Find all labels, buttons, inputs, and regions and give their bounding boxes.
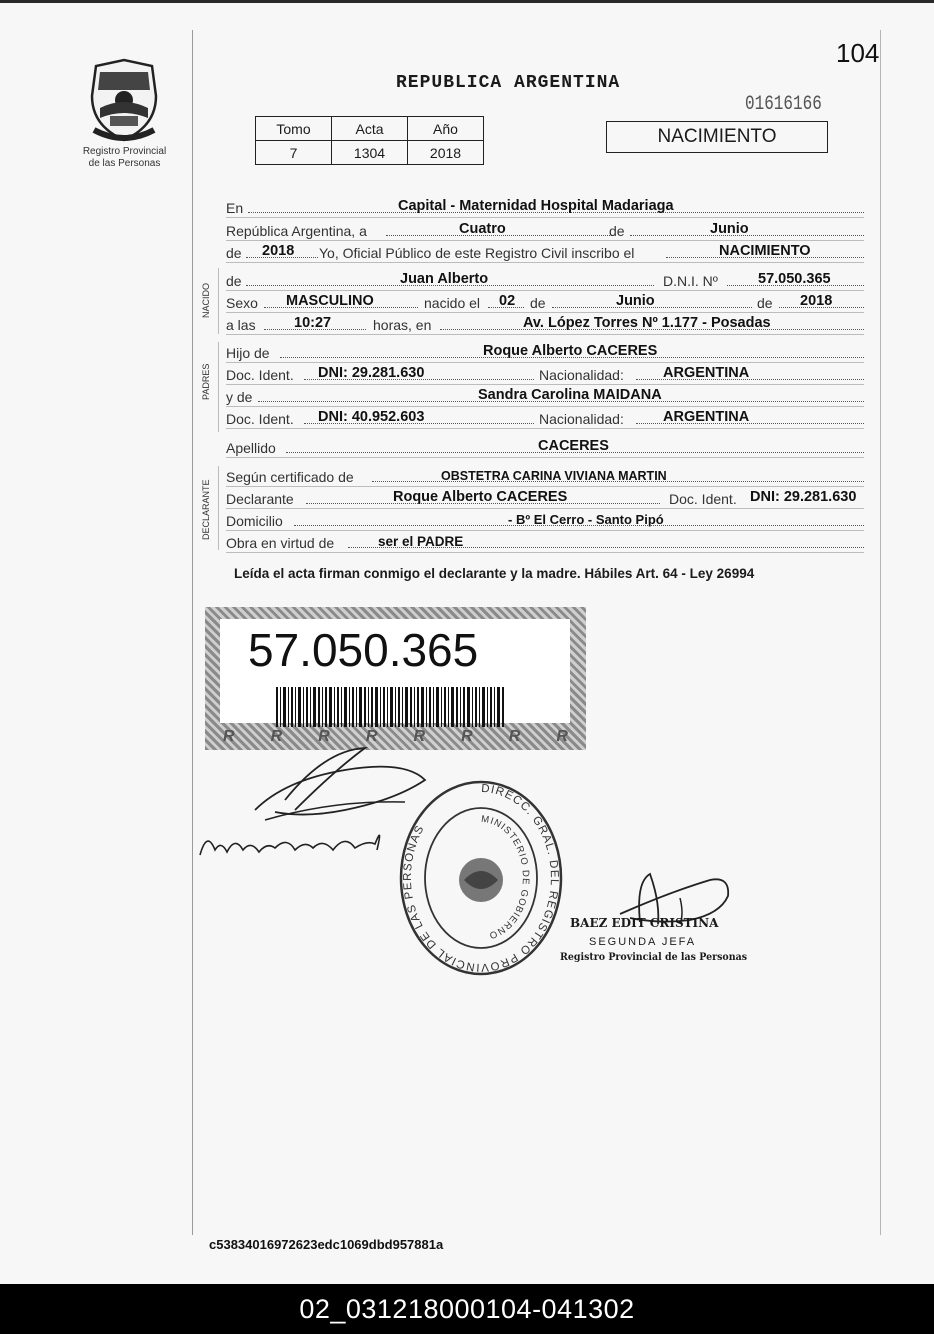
side-label-padres: PADRES bbox=[201, 363, 211, 400]
pattern-letter: R bbox=[413, 728, 426, 745]
row-birth-time-place bbox=[226, 313, 864, 335]
right-margin-line bbox=[880, 30, 881, 1235]
label-de-nombre: de bbox=[226, 273, 242, 289]
surname-value: CACERES bbox=[538, 438, 609, 454]
dni-barcode-label bbox=[205, 607, 586, 750]
left-margin-line bbox=[192, 30, 193, 1235]
label-obra: Obra en virtud de bbox=[226, 535, 335, 551]
value-acta: 1304 bbox=[332, 141, 408, 165]
officer-role: SEGUNDA JEFA bbox=[589, 936, 697, 948]
header-acta: Acta bbox=[332, 117, 408, 141]
label-de-mes: de bbox=[609, 223, 625, 239]
label-dni: D.N.I. Nº bbox=[663, 273, 718, 289]
place-value: Capital - Maternidad Hospital Madariaga bbox=[398, 198, 674, 214]
father-name-value: Roque Alberto CACERES bbox=[483, 343, 658, 359]
row-father bbox=[226, 341, 864, 363]
father-nationality-value: ARGENTINA bbox=[663, 365, 750, 381]
label-nacido-el: nacido el bbox=[424, 295, 481, 311]
father-doc-value: DNI: 29.281.630 bbox=[318, 365, 425, 381]
row-declarant bbox=[226, 487, 864, 509]
label-nacionalidad-2: Nacionalidad: bbox=[539, 411, 624, 427]
row-child-name bbox=[226, 269, 864, 291]
side-label-declarante: DECLARANTE bbox=[201, 479, 211, 540]
capacity-value: ser el PADRE bbox=[378, 534, 464, 549]
label-en: En bbox=[226, 200, 244, 216]
day-words-value: Cuatro bbox=[459, 221, 506, 237]
side-label-nacido: NACIDO bbox=[201, 282, 211, 318]
value-tomo: 7 bbox=[256, 141, 332, 165]
officer-registry: Registro Provincial de las Personas bbox=[560, 951, 748, 963]
pattern-letter: R bbox=[556, 728, 568, 745]
row-address bbox=[226, 509, 864, 531]
value-anio: 2018 bbox=[408, 141, 484, 165]
serial-number: 01616166 bbox=[745, 93, 822, 116]
row-father-doc bbox=[226, 363, 864, 385]
row-sex-birthdate bbox=[226, 291, 864, 313]
label-segun: Según certificado de bbox=[226, 469, 354, 485]
header-tomo: Tomo bbox=[256, 117, 332, 141]
sex-value: MASCULINO bbox=[286, 293, 374, 309]
row-certificate bbox=[226, 465, 864, 487]
row-date bbox=[226, 219, 864, 241]
month-value: Junio bbox=[710, 221, 749, 237]
child-name-value: Juan Alberto bbox=[400, 271, 489, 287]
address-value: - Bº El Cerro - Santo Pipó bbox=[508, 512, 664, 527]
birth-month-value: Junio bbox=[616, 293, 655, 309]
dni-label-inner bbox=[220, 619, 570, 723]
record-type-box: NACIMIENTO bbox=[606, 121, 828, 153]
barcode-graphic bbox=[276, 687, 506, 727]
label-de-anio-nac: de bbox=[757, 295, 773, 311]
pattern-letter: R bbox=[365, 728, 378, 745]
label-declarante: Declarante bbox=[226, 491, 294, 507]
label-sexo: Sexo bbox=[226, 295, 258, 311]
book-table-value-row bbox=[256, 141, 484, 165]
official-stamp bbox=[398, 778, 564, 978]
mother-nationality-value: ARGENTINA bbox=[663, 409, 750, 425]
certificate-by-value: OBSTETRA CARINA VIVIANA MARTIN bbox=[441, 469, 667, 483]
label-doc-ident-decl: Doc. Ident. bbox=[669, 491, 737, 507]
label-de-mes-nac: de bbox=[530, 295, 546, 311]
document-hash: c53834016972623edc1069dbd957881a bbox=[209, 1237, 444, 1252]
book-table-header-row bbox=[256, 117, 484, 141]
registry-caption bbox=[72, 146, 177, 170]
country-title: REPUBLICA ARGENTINA bbox=[396, 73, 621, 93]
pattern-letter: R bbox=[508, 728, 521, 745]
book-table bbox=[255, 116, 484, 165]
label-apellido: Apellido bbox=[226, 440, 276, 456]
pattern-letter: R bbox=[318, 728, 330, 745]
row-inscription bbox=[226, 241, 864, 263]
birth-time-value: 10:27 bbox=[294, 315, 332, 331]
birth-year-value: 2018 bbox=[800, 293, 833, 309]
label-domicilio: Domicilio bbox=[226, 513, 283, 529]
mother-doc-value: DNI: 40.952.603 bbox=[318, 409, 425, 425]
label-de-anio: de bbox=[226, 245, 242, 261]
file-code-strip: 02_031218000104-041302 bbox=[0, 1284, 934, 1334]
pattern-letter: R bbox=[223, 728, 235, 745]
label-horas-en: horas, en bbox=[373, 317, 432, 333]
page-number: 104 bbox=[836, 38, 880, 68]
declarant-doc-value: DNI: 29.281.630 bbox=[750, 489, 857, 505]
label-a-las: a las bbox=[226, 317, 256, 333]
row-mother-doc bbox=[226, 407, 864, 429]
row-capacity bbox=[226, 531, 864, 553]
dni-value: 57.050.365 bbox=[758, 271, 831, 287]
label-doc-ident-2: Doc. Ident. bbox=[226, 411, 294, 427]
birth-day-value: 02 bbox=[499, 293, 516, 309]
birth-address-value: Av. López Torres Nº 1.177 - Posadas bbox=[523, 315, 771, 331]
label-republica: República Argentina, a bbox=[226, 223, 367, 239]
inscription-type-value: NACIMIENTO bbox=[719, 243, 811, 259]
year-value: 2018 bbox=[262, 243, 295, 259]
label-doc-ident-1: Doc. Ident. bbox=[226, 367, 294, 383]
label-nacionalidad-1: Nacionalidad: bbox=[539, 367, 624, 383]
row-place bbox=[226, 196, 864, 218]
mother-name-value: Sandra Carolina MAIDANA bbox=[478, 387, 662, 403]
officer-name: BAEZ EDIT CRISTINA bbox=[570, 916, 719, 930]
stamp-inner-text: MINISTERIO DE GOBIERNO bbox=[480, 813, 532, 941]
label-y-de: y de bbox=[226, 389, 253, 405]
registry-caption-line: de las Personas bbox=[88, 158, 161, 169]
page-edge bbox=[0, 0, 934, 3]
dni-label-number: 57.050.365 bbox=[248, 624, 479, 676]
pattern-letter: R bbox=[461, 728, 473, 745]
row-surname bbox=[226, 436, 864, 458]
pattern-letter: R bbox=[270, 728, 283, 745]
label-oficial: Yo, Oficial Público de este Registro Civil inscribo el bbox=[319, 245, 635, 261]
province-coat-of-arms-logo bbox=[86, 56, 162, 144]
stamp-outer-text: DIRECC. GRAL. DEL REGISTRO PROVINCIAL DE LAS PERSONAS bbox=[401, 782, 561, 974]
declarant-value: Roque Alberto CACERES bbox=[393, 489, 568, 505]
registry-caption-line: Registro Provincial bbox=[82, 146, 167, 157]
label-hijo-de: Hijo de bbox=[226, 345, 270, 361]
row-mother bbox=[226, 385, 864, 407]
closing-statement: Leída el acta firman conmigo el declarante y la madre. Hábiles Art. 64 - Ley 26994 bbox=[234, 566, 755, 581]
header-anio: Año bbox=[408, 117, 484, 141]
